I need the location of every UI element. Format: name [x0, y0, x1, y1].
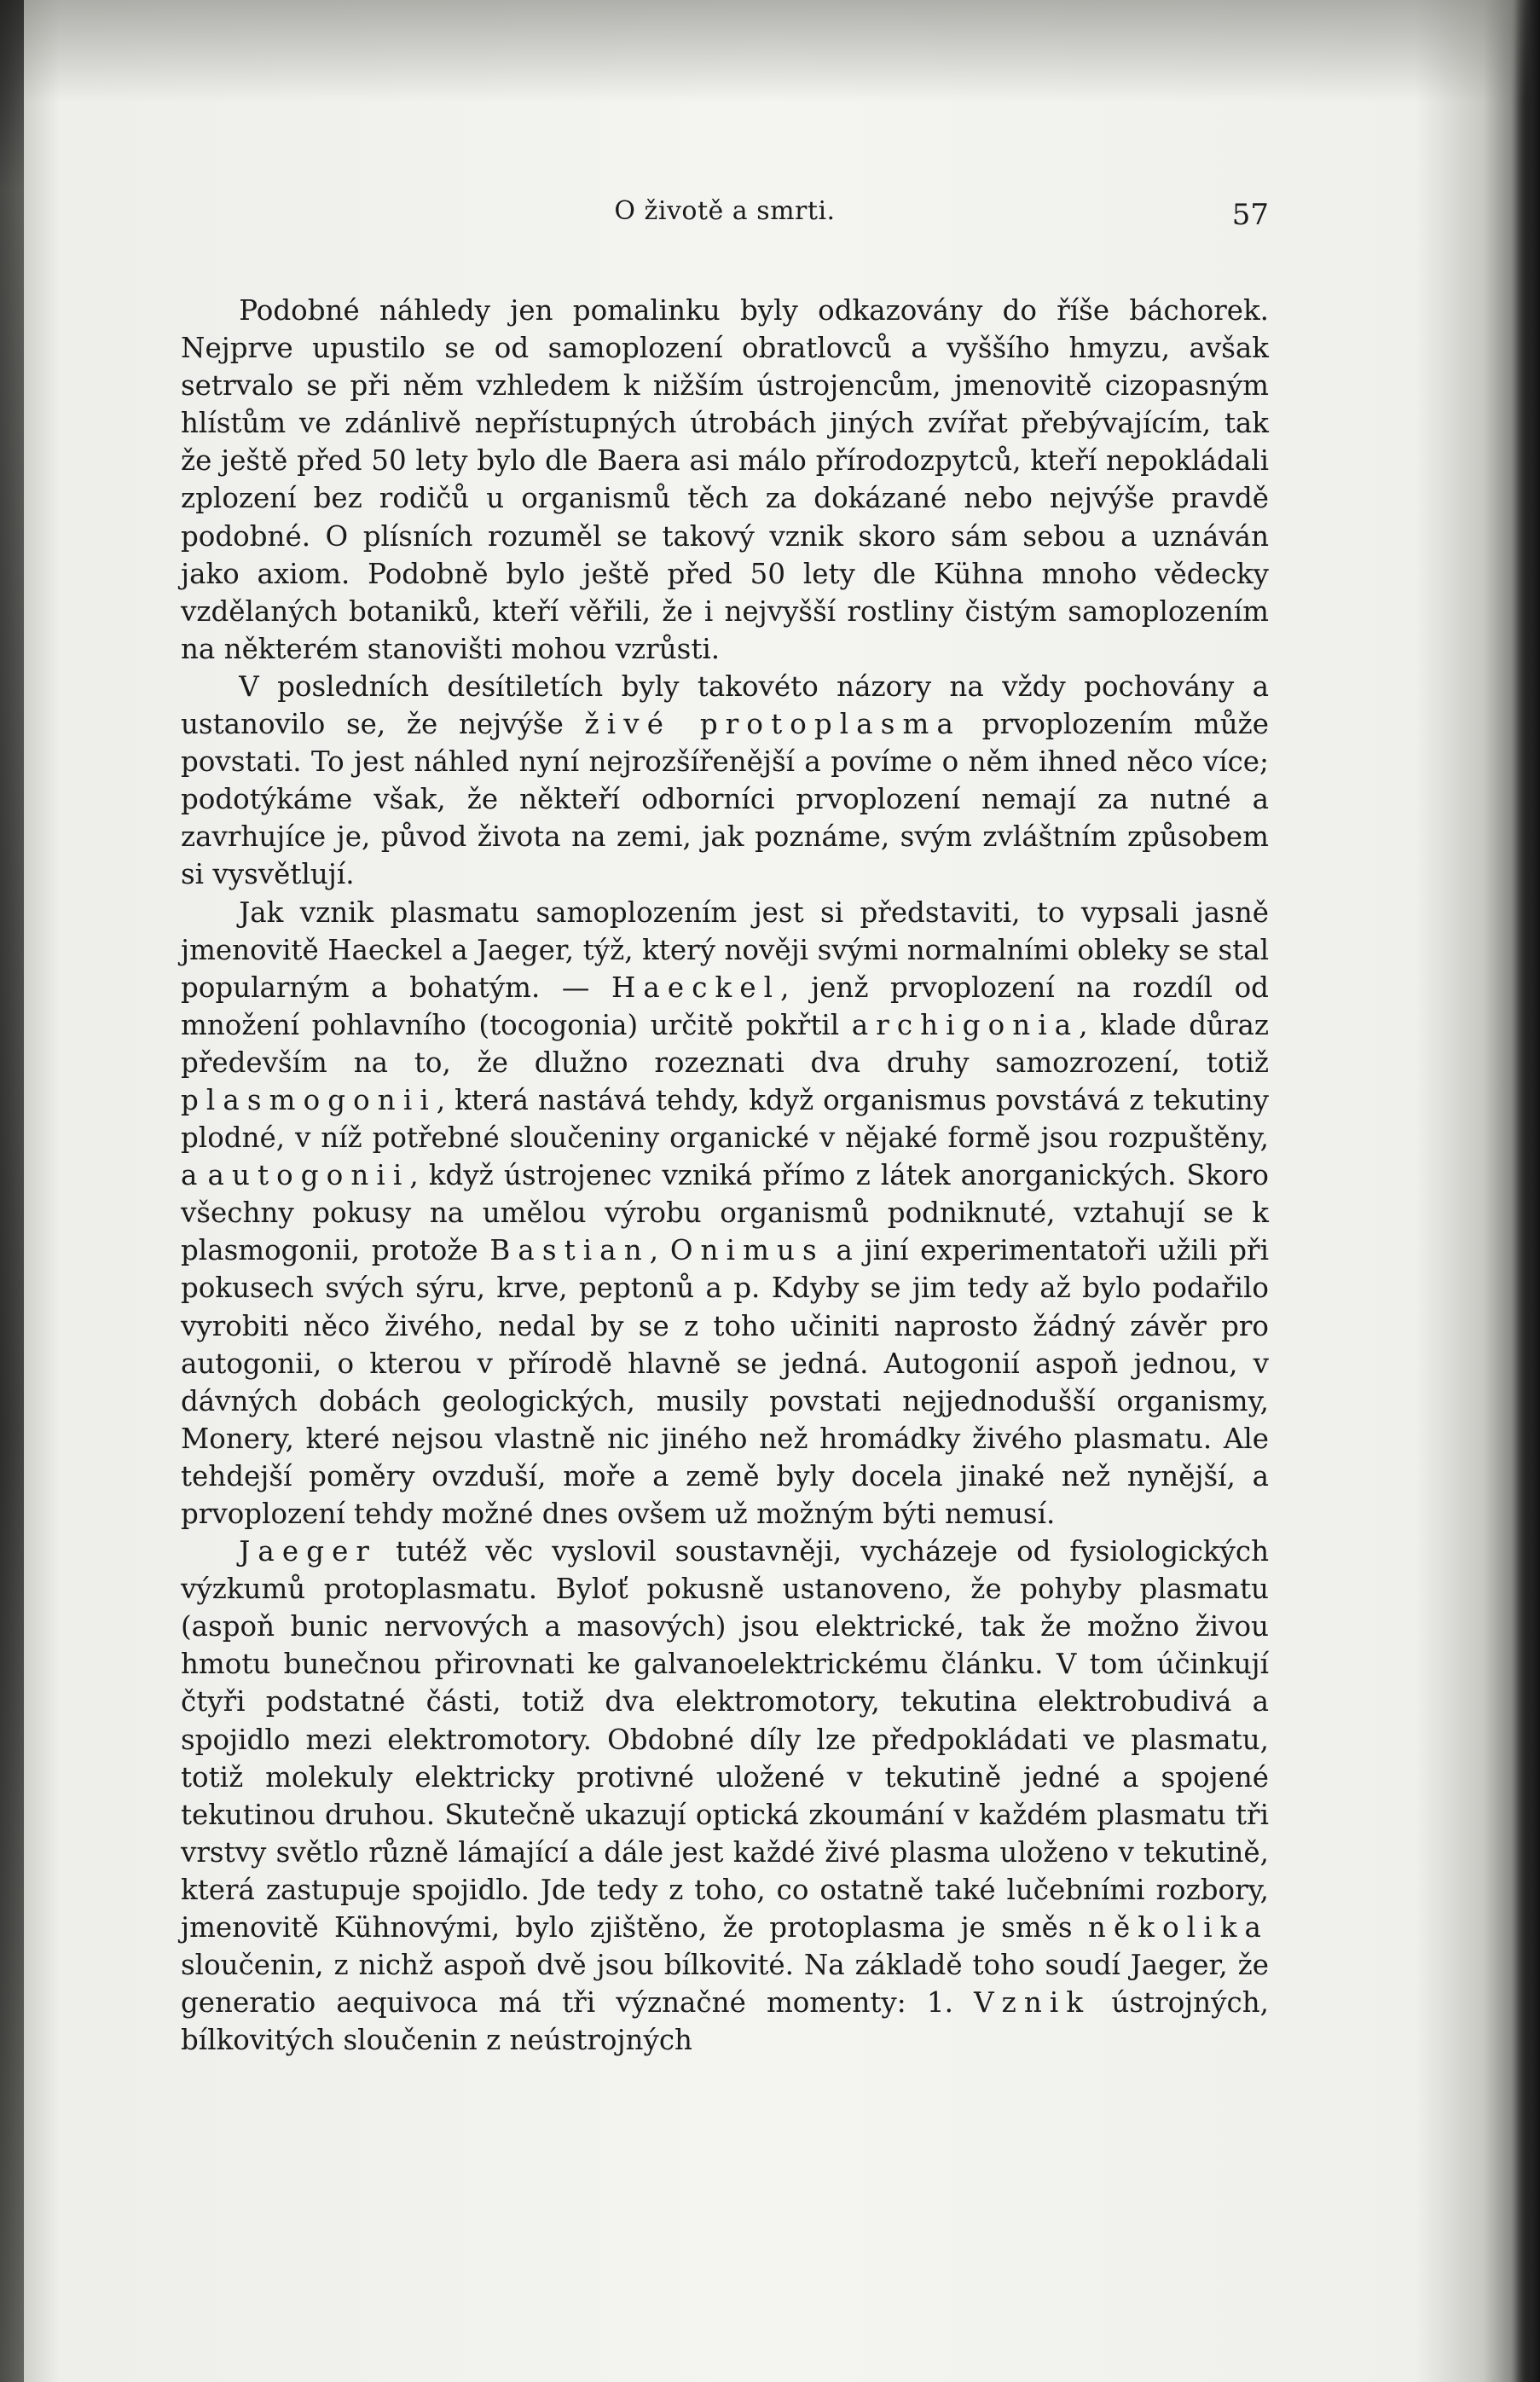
text-run: ústrojných, bílkovitých sloučenin z neústrojných [181, 1986, 1270, 2057]
text-run: , která nastává tehdy, když organismus povstává z tekutiny plodné, v níž potřebné sloučeniny organické v nějaké formě jsou rozpuštěny, a [181, 1083, 1269, 1192]
text-run: , jenž prvoplození na rozdíl od množení pohlavního (tocogonia) určitě pokřtil [181, 971, 1269, 1041]
text-run: Podobné náhledy jen pomalinku byly odkazovány do říše báchorek. Nejprve upustilo se od samoplození obratlovců a vyššího hmyzu, avšak setrvalo se při něm vzhledem k nižším ústrojencům, jmenovitě cizopasným hlístům ve zdánlivě nepřístupných útrobách jiných zvířat přebývajícím, tak že ještě před 50 lety bylo dle Baera asi málo přírodozpytců, kteří nepokládali zplození bez rodičů u organismů těch za dokázané nebo nejvýše pravdě podobné. O plísních rozuměl se takový vznik skoro sám sebou a uznáván jako axiom. Podobně bylo ještě před 50 lety dle Kühna mnoho vědecky vzdělaných botaniků, kteří věřili, že i nejvyšší rostliny čistým samoplozením na některém stanovišti mohou vzrůsti. [181, 294, 1269, 665]
page-number: 57 [1231, 198, 1269, 232]
spaced-emphasis: Vznik [974, 1986, 1091, 2020]
spaced-emphasis: několika [1087, 1911, 1269, 1944]
paragraph-1 [181, 292, 1269, 668]
book-page [181, 188, 1269, 2059]
spaced-emphasis: archigonia [851, 1008, 1080, 1041]
text-run: , klade důraz především na to, že dlužno rozeznati dva druhy samozrození, totiž [181, 1008, 1270, 1079]
text-run: Jak vznik plasmatu samoplozením jest si představiti, to vypsali jasně jmenovitě Haeckel a Jaeger, týž, který nověji svými normalními obleky se stal popularným a bohatým. — [181, 895, 1269, 1004]
paragraph-4 [181, 1533, 1269, 2059]
text-run: sloučenin, z nichž aspoň dvě jsou bílkovité. Na základě toho soudí Jaeger, že generatio aequivoca má tři význačné momenty: 1. [181, 1949, 1269, 2020]
text-run: , když ústrojenec vzniká přímo z látek anorganických. Skoro všechny pokusy na umělou výrobu organismů podniknuté, vztahují se k plasmogonii, protože [181, 1159, 1269, 1267]
running-title: O životě a smrti. [614, 196, 836, 226]
running-header [181, 188, 1269, 247]
spaced-emphasis: plasmogonii [181, 1083, 437, 1116]
spaced-emphasis: živé protoplasma [584, 708, 961, 741]
paragraph-2 [181, 668, 1269, 894]
spaced-emphasis: Bastian [489, 1234, 650, 1267]
text-run: tutéž věc vyslovil soustavněji, vycházeje od fysiologických výzkumů protoplasmatu. Byloť pokusně ustanoveno, že pohyby plasmatu (aspoň bunic nervových a masových) jsou elektrické, tak že možno živou hmotu bunečnou přirovnati ke galvanoelektrickému článku. V tom účinkují čtyři podstatné části, totiž dva elektromotory, tekutina elektrobudivá a spojidlo mezi elektromotory. Obdobné díly lze předpokládati ve plasmatu, totiž molekuly elektricky protivné uložené v tekutině jedné a spojené tekutinou druhou. Skutečně ukazují optická zkoumání v každém plasmatu tři vrstvy světlo různě lámající a dále jest každé živé plasma uloženo v tekutině, která zastupuje spojidlo. Jde tedy z toho, co ostatně také lučebními rozbory, jmenovitě Kühnovými, bylo zjištěno, že protoplasma je směs [181, 1535, 1269, 1944]
book-spine-shadow [0, 0, 24, 2382]
text-run: V posledních desítiletích byly takovéto názory na vždy pochovány a ustanovilo se, že nejvýše [181, 669, 1269, 741]
text-run: prvoplozením může povstati. To jest náhled nyní nejrozšířenější a povíme o něm ihned něco více; podotýkáme však, že někteří odborníci prvoplození nemají za nutné a zavrhujíce je, původ života na zemi, jak poznáme, svým zvláštním způsobem si vysvětlují. [181, 708, 1269, 891]
text-run: , [649, 1234, 670, 1267]
spaced-emphasis: Haeckel [611, 971, 781, 1004]
spaced-emphasis: Jaeger [239, 1535, 378, 1568]
spaced-emphasis: Onimus [669, 1234, 825, 1267]
body-text [181, 292, 1269, 2059]
spaced-emphasis: autogonii [207, 1159, 410, 1192]
text-run: a jiní experimentatoři užili při pokusech svých sýru, krve, peptonů a p. Kdyby se jim tedy až bylo podařilo vyrobiti něco živého, nedal by se z toho učiniti naprosto žádný závěr pro autogonii, o kterou v přírodě hlavně se jedná. Autogonií aspoň jednou, v dávných dobách geologických, musily povstati nejjednodušší organismy, Monery, které nejsou vlastně nic jiného než hromádky živého plasmatu. Ale tehdejší poměry ovzduší, moře a země byly docela jinaké než nynější, a prvoplození tehdy možné dnes ovšem už možným býti nemusí. [181, 1234, 1269, 1530]
page-edge-shadow [1514, 0, 1540, 2382]
paragraph-3 [181, 894, 1269, 1533]
top-shadow [0, 0, 1540, 102]
